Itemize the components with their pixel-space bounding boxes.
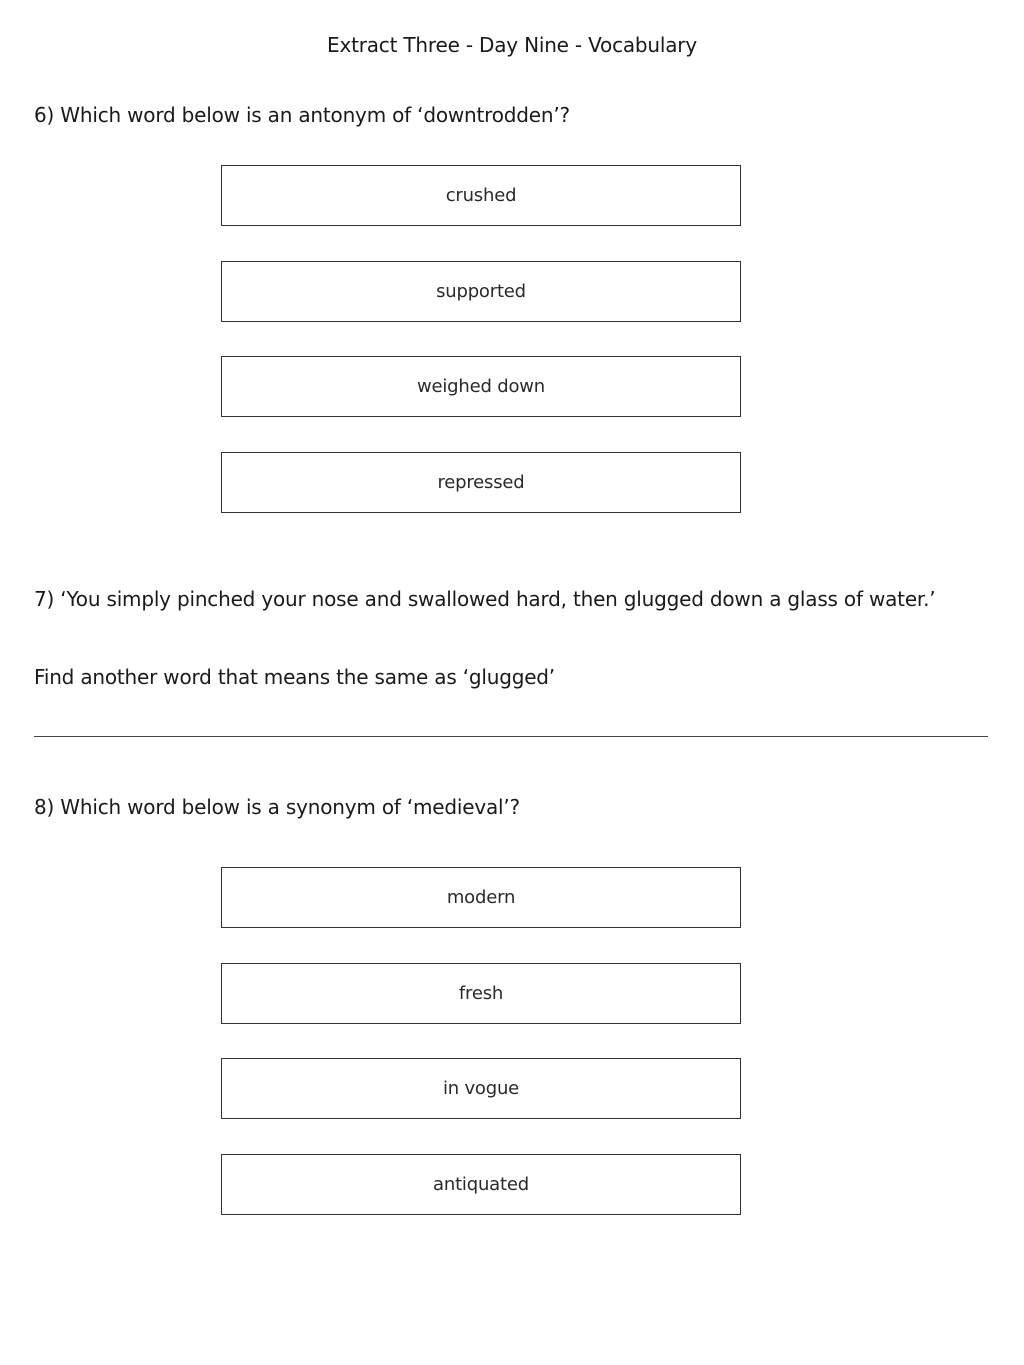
q6-option-repressed[interactable]: repressed <box>221 452 741 513</box>
question-7-quote: 7) ‘You simply pinched your nose and swallowed hard, then glugged down a glass of water.’ <box>34 587 936 611</box>
q8-option-antiquated[interactable]: antiquated <box>221 1154 741 1215</box>
q6-option-supported[interactable]: supported <box>221 261 741 322</box>
q8-option-in-vogue[interactable]: in vogue <box>221 1058 741 1119</box>
q8-option-fresh[interactable]: fresh <box>221 963 741 1024</box>
q8-option-modern[interactable]: modern <box>221 867 741 928</box>
q6-option-crushed[interactable]: crushed <box>221 165 741 226</box>
q6-option-weighed-down[interactable]: weighed down <box>221 356 741 417</box>
question-8-text: 8) Which word below is a synonym of ‘medieval’? <box>34 795 520 819</box>
worksheet-title: Extract Three - Day Nine - Vocabulary <box>327 33 697 57</box>
question-6-text: 6) Which word below is an antonym of ‘downtrodden’? <box>34 103 570 127</box>
question-7-prompt: Find another word that means the same as ‘glugged’ <box>34 665 555 689</box>
q7-answer-line[interactable] <box>34 736 988 737</box>
